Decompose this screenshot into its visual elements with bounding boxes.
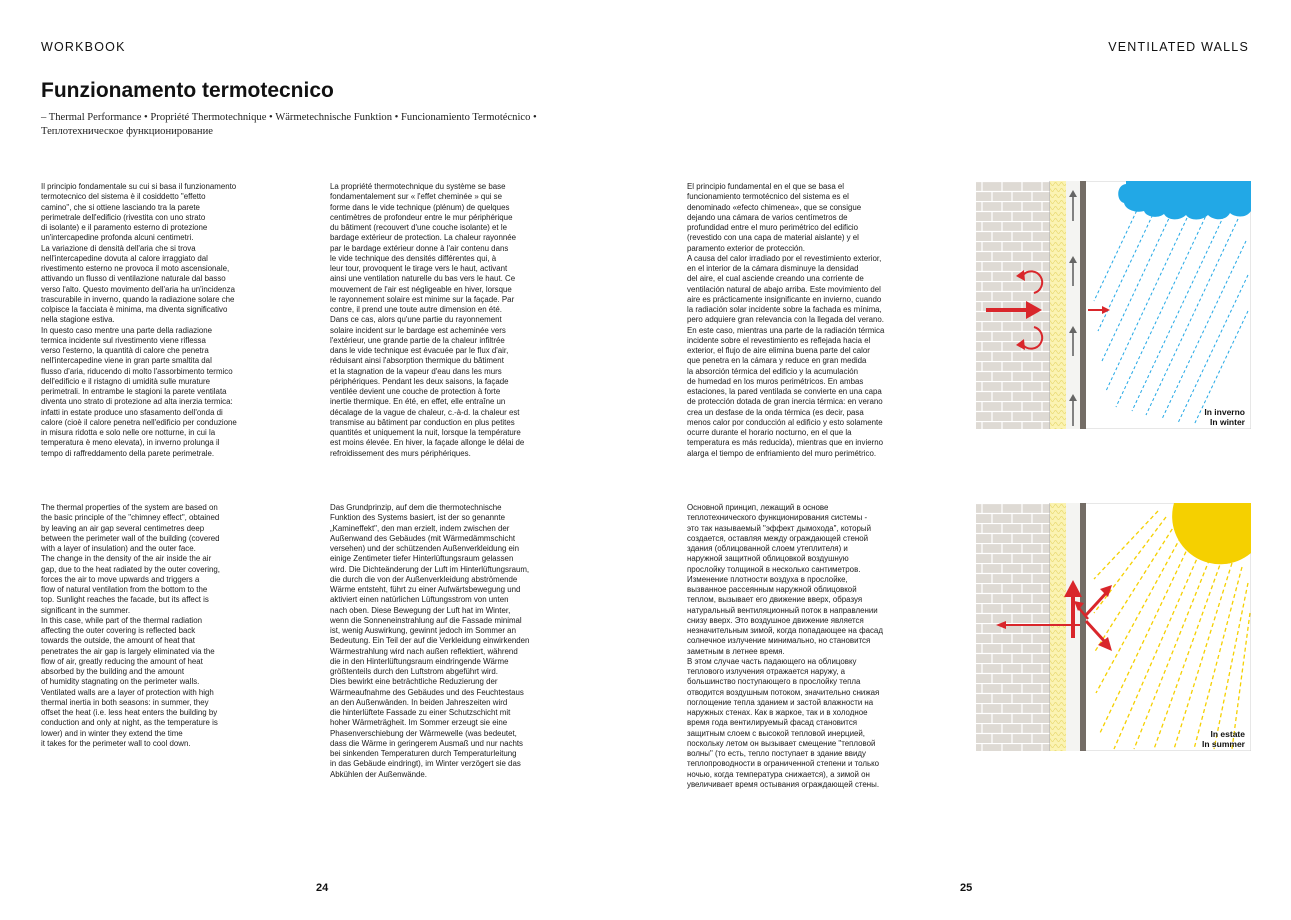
winter-insulation: [1050, 181, 1066, 429]
winter-caption: [1204, 407, 1245, 427]
summer-caption-en: In summer: [1202, 739, 1245, 749]
summer-brick-wall: [976, 503, 1050, 751]
summer-diagram-svg: [976, 503, 1251, 751]
text-italian: Il principio fondamentale su cui si basa il funzionamento termotecnico del sistema è il cosiddetto "effetto camino", che si ottiene lasciando tra la parete perimetrale dell'edificio (rivestita con uno strato di isolante) e il paramento esterno di protezione un'intercapedine profonda alcuni centimetri. La variazione di densità dell'aria che si trova nell'intercapedine dovuta al calore irraggiato dal rivestimento esterno ne provoca il moto ascensionale, attivando un flusso di ventilazione naturale dal basso verso l'alto. Questo movimento dell'aria ha un'incidenza trascurabile in inverno, quando la radiazione solare che colpisce la facciata è minima, ma diventa significativo nella stagione estiva. In questo caso mentre una parte della radiazione termica incidente sul rivestimento viene riflessa verso l'esterno, la quantità di calore che penetra nell'intercapedine viene in gran parte smaltita dal flusso d'aria, riducendo di molto l'assorbimento termico dell'edificio e il ristagno di umidità sulle murature perimetrali. In entrambe le stagioni la parete ventilata diventa uno strato di protezione ad alta inerzia termica: infatti in estate produce uno sfasamento dell'onda di calore (cioè il calore penetra nell'edificio per conduzione in misura ridotta e solo nelle ore notturne, in cui la temperatura è meno elevata), in inverno prolunga il tempo di raffreddamento della parete perimetrale.: [41, 182, 237, 458]
page-number-left: 24: [316, 882, 329, 894]
text-spanish: El principio fundamental en el que se basa el funcionamiento termotécnico del sistema es el denominado «efecto chimenea», que se consigue dejando una cámara de varios centímetros de profundidad entre el muro perimétrico del edificio (revestido con una capa de material aislante) y el paramento exterior de protección. A causa del calor irradiado por el revestimiento exterior, en el interior de la cámara disminuye la densidad del aire, el cual asciende creando una corriente de ventilación natural de abajo arriba. Este movimiento del aire es prácticamente insignificante en invierno, cuando la radiación solar incidente sobre la fachada es mínima, pero adquiere gran relevancia con la llegada del verano. En este caso, mientras una parte de la radiación térmica incidente sobre el revestimiento es reflejada hacia el exterior, el flujo de aire elimina buena parte del calor que penetra en la cámara y reduce en gran medida la absorción térmica del edificio y la acumulación de humedad en los muros perimétricos. En ambas estaciones, la pared ventilada se convierte en una capa de protección dotada de gran inercia térmica: en verano crea un desfase de la onda térmica (es decir, pasa menos calor por conducción al edificio y esto solamente ocurre durante el horario nocturno, en el que la temperatura es más reducida), mientras que en invierno alarga el tiempo de enfriamiento del muro perimétrico.: [687, 182, 885, 458]
winter-caption-it: In inverno: [1204, 407, 1245, 417]
header-workbook: WORKBOOK: [41, 40, 126, 54]
page-subtitle: – Thermal Performance • Propriété Thermotechnique • Wärmetechnische Funktion • Funcionamiento Termotécnico • Теплотехническое функционирование: [41, 112, 537, 137]
text-french: La propriété thermotechnique du système se base fondamentalement sur « l'effet cheminée » qui se forme dans le vide technique (plénum) de quelques centimètres de profondeur entre le mur périphérique du bâtiment (recouvert d'une couche isolante) et le bardage extérieur de protection. La chaleur rayonnée par le bardage extérieur donne à l'air contenu dans le vide technique des densités différentes qui, à leur tour, provoquent le tirage vers le haut, activant ainsi une ventilation naturelle du bas vers le haut. Ce mouvement de l'air est négligeable en hiver, lorsque le rayonnement solaire est minime sur la façade. Par contre, il prend une toute autre dimension en été. Dans ce cas, alors qu'une partie du rayonnement solaire incident sur le bardage est acheminée vers l'extérieur, une grande partie de la chaleur infiltrée dans le vide technique est évacuée par le flux d'air, réduisant ainsi l'absorption thermique du bâtiment et la stagnation de la vapeur d'eau dans les murs périphériques. Pendant les deux saisons, la façade ventilée devient une couche de protection à forte inertie thermique. En été, en effet, elle entraîne un décalage de la vague de chaleur, c.-à-d. la chaleur est transmise au bâtiment par conduction en plus petites quantités et uniquement la nuit, lorsque la température est moins élevée. En hiver, la façade allonge le délai de refroidissement des murs périphériques.: [330, 182, 525, 458]
text-russian: Основной принцип, лежащий в основе теплотехнического функционирования системы - это так называемый "эффект дымохода", который создается, оставляя между ограждающей стеной здания (облицованной слоем утеплителя) и наружной защитной облицовкой воздушную прослойку толщиной в несколько сантиметров. Изменение плотности воздуха в прослойке, вызванное рассеянным наружной облицовкой теплом, вызывает его движение вверх, образуя натуральный вентиляционный поток в направлении снизу вверх. Это воздушное движение является незначительным зимой, когда попадающее на фасад солнечное излучение минимально, но становится заметным в летнее время. В этом случае часть падающего на облицовку теплового излучения отражается наружу, а большинство поступающего в прослойку тепла отводится воздушным потоком, значительно снижая поглощение тепла зданием и застой влажности на наружных стенах. Как в жаркое, так и в холодное время года вентилируемый фасад становится защитным слоем с высокой тепловой инерцией, поскольку летом он вызывает смещение "тепловой волны" (то есть, тепло поступает в здание ввиду теплопроводности в ограниченной степени и только ночью, когда температура снижается), а зимой он увеличивает время остывания ограждающей стены.: [687, 503, 883, 789]
winter-diagram-svg: [976, 181, 1251, 429]
header-ventilated-walls: VENTILATED WALLS: [1108, 40, 1249, 54]
summer-caption-it: In estate: [1210, 729, 1245, 739]
winter-brick-wall: [976, 181, 1050, 429]
summer-caption: [1202, 729, 1245, 749]
winter-caption-en: In winter: [1210, 417, 1245, 427]
summer-diagram: [976, 503, 1251, 751]
summer-insulation: [1050, 503, 1066, 751]
summer-cladding: [1080, 503, 1086, 751]
winter-cladding: [1080, 181, 1086, 429]
page-number-right: 25: [960, 882, 973, 894]
winter-diagram: [976, 181, 1251, 429]
text-english: The thermal properties of the system are based on the basic principle of the "chimney effect", obtained by leaving an air gap several centimetres deep between the perimeter wall of the building (covered with a layer of insulation) and the outer face. The change in the density of the air inside the air gap, due to the heat radiated by the outer covering, forces the air to move upwards and triggers a flow of natural ventilation from the bottom to the top. Sunlight reaches the facade, but its affect is significant in the summer. In this case, while part of the thermal radiation affecting the outer covering is reflected back towards the outside, the amount of heat that penetrates the air gap is largely eliminated via the flow of air, greatly reducing the amount of heat absorbed by the building and the amount of humidity stagnating on the perimeter walls. Ventilated walls are a layer of protection with high thermal inertia in both seasons: in summer, they offset the heat (i.e. less heat enters the building by conduction and only at night, as the temperature is lower) and in winter they extend the time it takes for the perimeter wall to cool down.: [41, 503, 220, 748]
text-german: Das Grundprinzip, auf dem die thermotechnische Funktion des Systems basiert, ist der so genannte „Kamineffekt", den man erzielt, indem zwischen der Außenwand des Gebäudes (mit Wärmedämmschicht versehen) und der schützenden Außenverkleidung ein einige Zentimeter tiefer Hinterlüftungsraum gelassen wird. Die Dichteänderung der Luft im Hinterlüftungsraum, die durch die von der Außenverkleidung abströmende Wärme entsteht, führt zu einer Aufwärtsbewegung und aktiviert einen natürlichen Lüftungsstrom von unten nach oben. Diese Bewegung der Luft hat im Winter, wenn die Sonneneinstrahlung auf die Fassade minimal ist, wenig Auswirkung, gewinnt jedoch im Sommer an Bedeutung. Ein Teil der auf die Verkleidung einwirkenden Wärmestrahlung wird nach außen reflektiert, während die in den Hinterlüftungsraum eindringende Wärme größtenteils durch den Luftstrom abgeführt wird. Dies bewirkt eine beträchtliche Reduzierung der Wärmeaufnahme des Gebäudes und des Feuchtestaus an den Außenwänden. In beiden Jahreszeiten wird die hinterlüftete Fassade zu einer Schutzschicht mit hoher Wärmeträgheit. Im Sommer erzeugt sie eine Phasenverschiebung der Wärmewelle (was bedeutet, dass die Wärme in geringerem Ausmaß und nur nachts bei sinkenden Temperaturen durch Temperaturleitung in das Gebäude eindringt), im Winter verzögert sie das Abkühlen der Außenwände.: [330, 503, 530, 779]
page-title: Funzionamento termotecnico: [41, 79, 334, 102]
